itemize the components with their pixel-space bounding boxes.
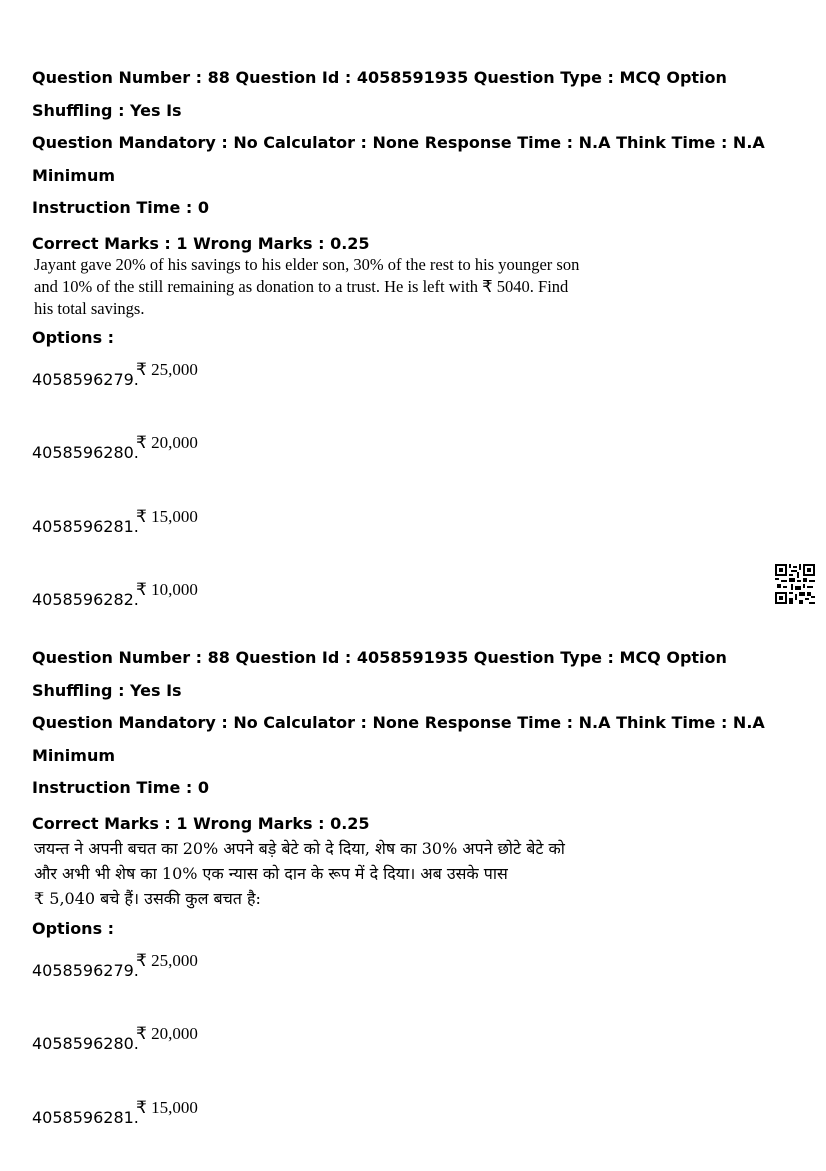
option-id: 4058596280. [32, 443, 139, 462]
option-item [32, 433, 812, 507]
options-list [32, 360, 812, 654]
question-text-line: and 10% of the still remaining as donation to a trust. He is left with ₹ 5040. Find [34, 276, 644, 298]
option-value: ₹ 15,000 [136, 507, 198, 527]
marks-line: Correct Marks : 1 Wrong Marks : 0.25 [32, 814, 812, 834]
option-id: 4058596279. [32, 961, 139, 980]
question-text [32, 254, 812, 320]
option-id: 4058596279. [32, 370, 139, 389]
question-text [32, 836, 812, 911]
options-label: Options : [32, 919, 812, 939]
question-meta-line: Instruction Time : 0 [32, 772, 812, 805]
option-item [32, 951, 812, 1025]
option-value: ₹ 20,000 [136, 433, 198, 453]
option-value: ₹ 10,000 [136, 580, 198, 600]
question-meta-line: Instruction Time : 0 [32, 192, 812, 225]
question-meta-line: Question Number : 88 Question Id : 4058591935 Question Type : MCQ Option Shuffling : Yes Is [32, 642, 812, 707]
option-item [32, 360, 812, 434]
marks-line: Correct Marks : 1 Wrong Marks : 0.25 [32, 234, 812, 254]
option-value: ₹ 25,000 [136, 360, 198, 380]
option-value: ₹ 20,000 [136, 1024, 198, 1044]
option-id: 4058596280. [32, 1034, 139, 1053]
question-text-line: his total savings. [34, 298, 644, 320]
option-item [32, 507, 812, 581]
option-value: ₹ 15,000 [136, 1098, 198, 1118]
option-id: 4058596281. [32, 517, 139, 536]
qr-code-icon [775, 564, 815, 604]
option-item [32, 1098, 812, 1171]
question-block-hindi [32, 642, 812, 1171]
question-text-line: ₹ 5,040 बचे हैं। उसकी कुल बचत है: [34, 886, 644, 911]
question-meta-line: Question Mandatory : No Calculator : None Response Time : N.A Think Time : N.A Minimum [32, 127, 812, 192]
option-item [32, 1024, 812, 1098]
options-list [32, 951, 812, 1171]
question-text-line: और अभी भी शेष का 10% एक न्यास को दान के रूप में दे दिया। अब उसके पास [34, 861, 644, 886]
option-id: 4058596282. [32, 590, 139, 609]
question-block-english [32, 62, 812, 654]
question-meta-line: Question Number : 88 Question Id : 4058591935 Question Type : MCQ Option Shuffling : Yes Is [32, 62, 812, 127]
question-meta-line: Question Mandatory : No Calculator : None Response Time : N.A Think Time : N.A Minimum [32, 707, 812, 772]
option-id: 4058596281. [32, 1108, 139, 1127]
option-value: ₹ 25,000 [136, 951, 198, 971]
question-text-line: Jayant gave 20% of his savings to his elder son, 30% of the rest to his younger son [34, 254, 644, 276]
question-text-line: जयन्त ने अपनी बचत का 20% अपने बड़े बेटे को दे दिया, शेष का 30% अपने छोटे बेटे को [34, 836, 644, 861]
options-label: Options : [32, 328, 812, 348]
